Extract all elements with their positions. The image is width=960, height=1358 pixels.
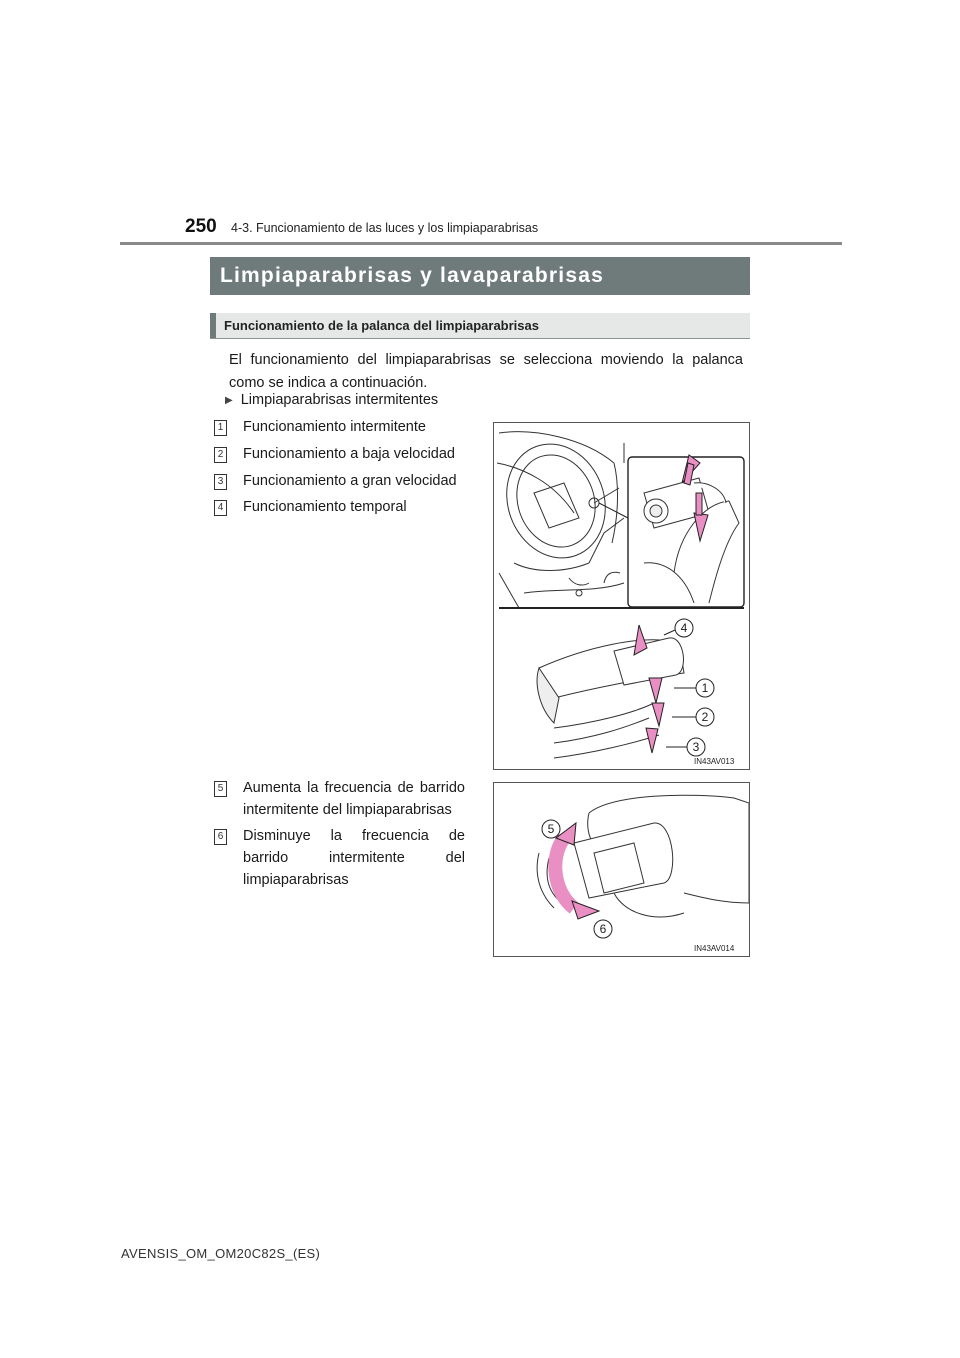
list-item: Funcionamiento a baja velocidad	[243, 446, 455, 462]
wiper-frequency-illustration	[494, 783, 749, 956]
callout-5: 5	[547, 822, 555, 836]
intro-paragraph: El funcionamiento del limpiaparabrisas se selecciona moviendo la palanca como se indica a continuación.	[229, 352, 743, 391]
figure-code: IN43AV014	[694, 944, 735, 953]
bullet-heading	[225, 392, 438, 408]
page-title: Limpiaparabrisas y lavaparabrisas	[210, 257, 750, 295]
item-number-badge: 1	[214, 420, 227, 436]
figure-code: IN43AV013	[694, 757, 735, 766]
section-subtitle: Funcionamiento de la palanca del limpiaparabrisas	[210, 313, 750, 339]
list-item: Funcionamiento a gran velocidad	[243, 473, 457, 489]
item-number-badge: 2	[214, 447, 227, 463]
callout-4: 4	[680, 621, 688, 635]
item-number-badge: 6	[214, 829, 227, 845]
list-item: Funcionamiento intermitente	[243, 419, 426, 435]
callout-3: 3	[692, 740, 700, 754]
callout-1: 1	[701, 681, 709, 695]
header-divider	[120, 242, 842, 245]
callout-2: 2	[701, 710, 709, 724]
wiper-lever-illustration	[494, 423, 749, 769]
callout-6: 6	[599, 922, 607, 936]
item-number-badge: 5	[214, 781, 227, 797]
item-number-badge: 3	[214, 474, 227, 490]
item-number-badge: 4	[214, 500, 227, 516]
list-item: Funcionamiento temporal	[243, 499, 407, 515]
list-item: Aumenta la frecuencia de barrido intermitente del limpiaparabrisas	[243, 780, 465, 818]
page-number: 250	[185, 216, 217, 237]
triangle-bullet-icon: ▶	[225, 395, 233, 406]
wiper-lever-figure	[493, 422, 750, 770]
section-reference: 4-3. Funcionamiento de las luces y los limpiaparabrisas	[231, 221, 539, 235]
document-footer: AVENSIS_OM_OM20C82S_(ES)	[121, 1246, 321, 1261]
list-item: Disminuye la frecuencia de barrido intermitente del limpiaparabrisas	[243, 828, 465, 888]
wiper-frequency-figure	[493, 782, 750, 957]
bullet-label: Limpiaparabrisas intermitentes	[240, 392, 439, 408]
